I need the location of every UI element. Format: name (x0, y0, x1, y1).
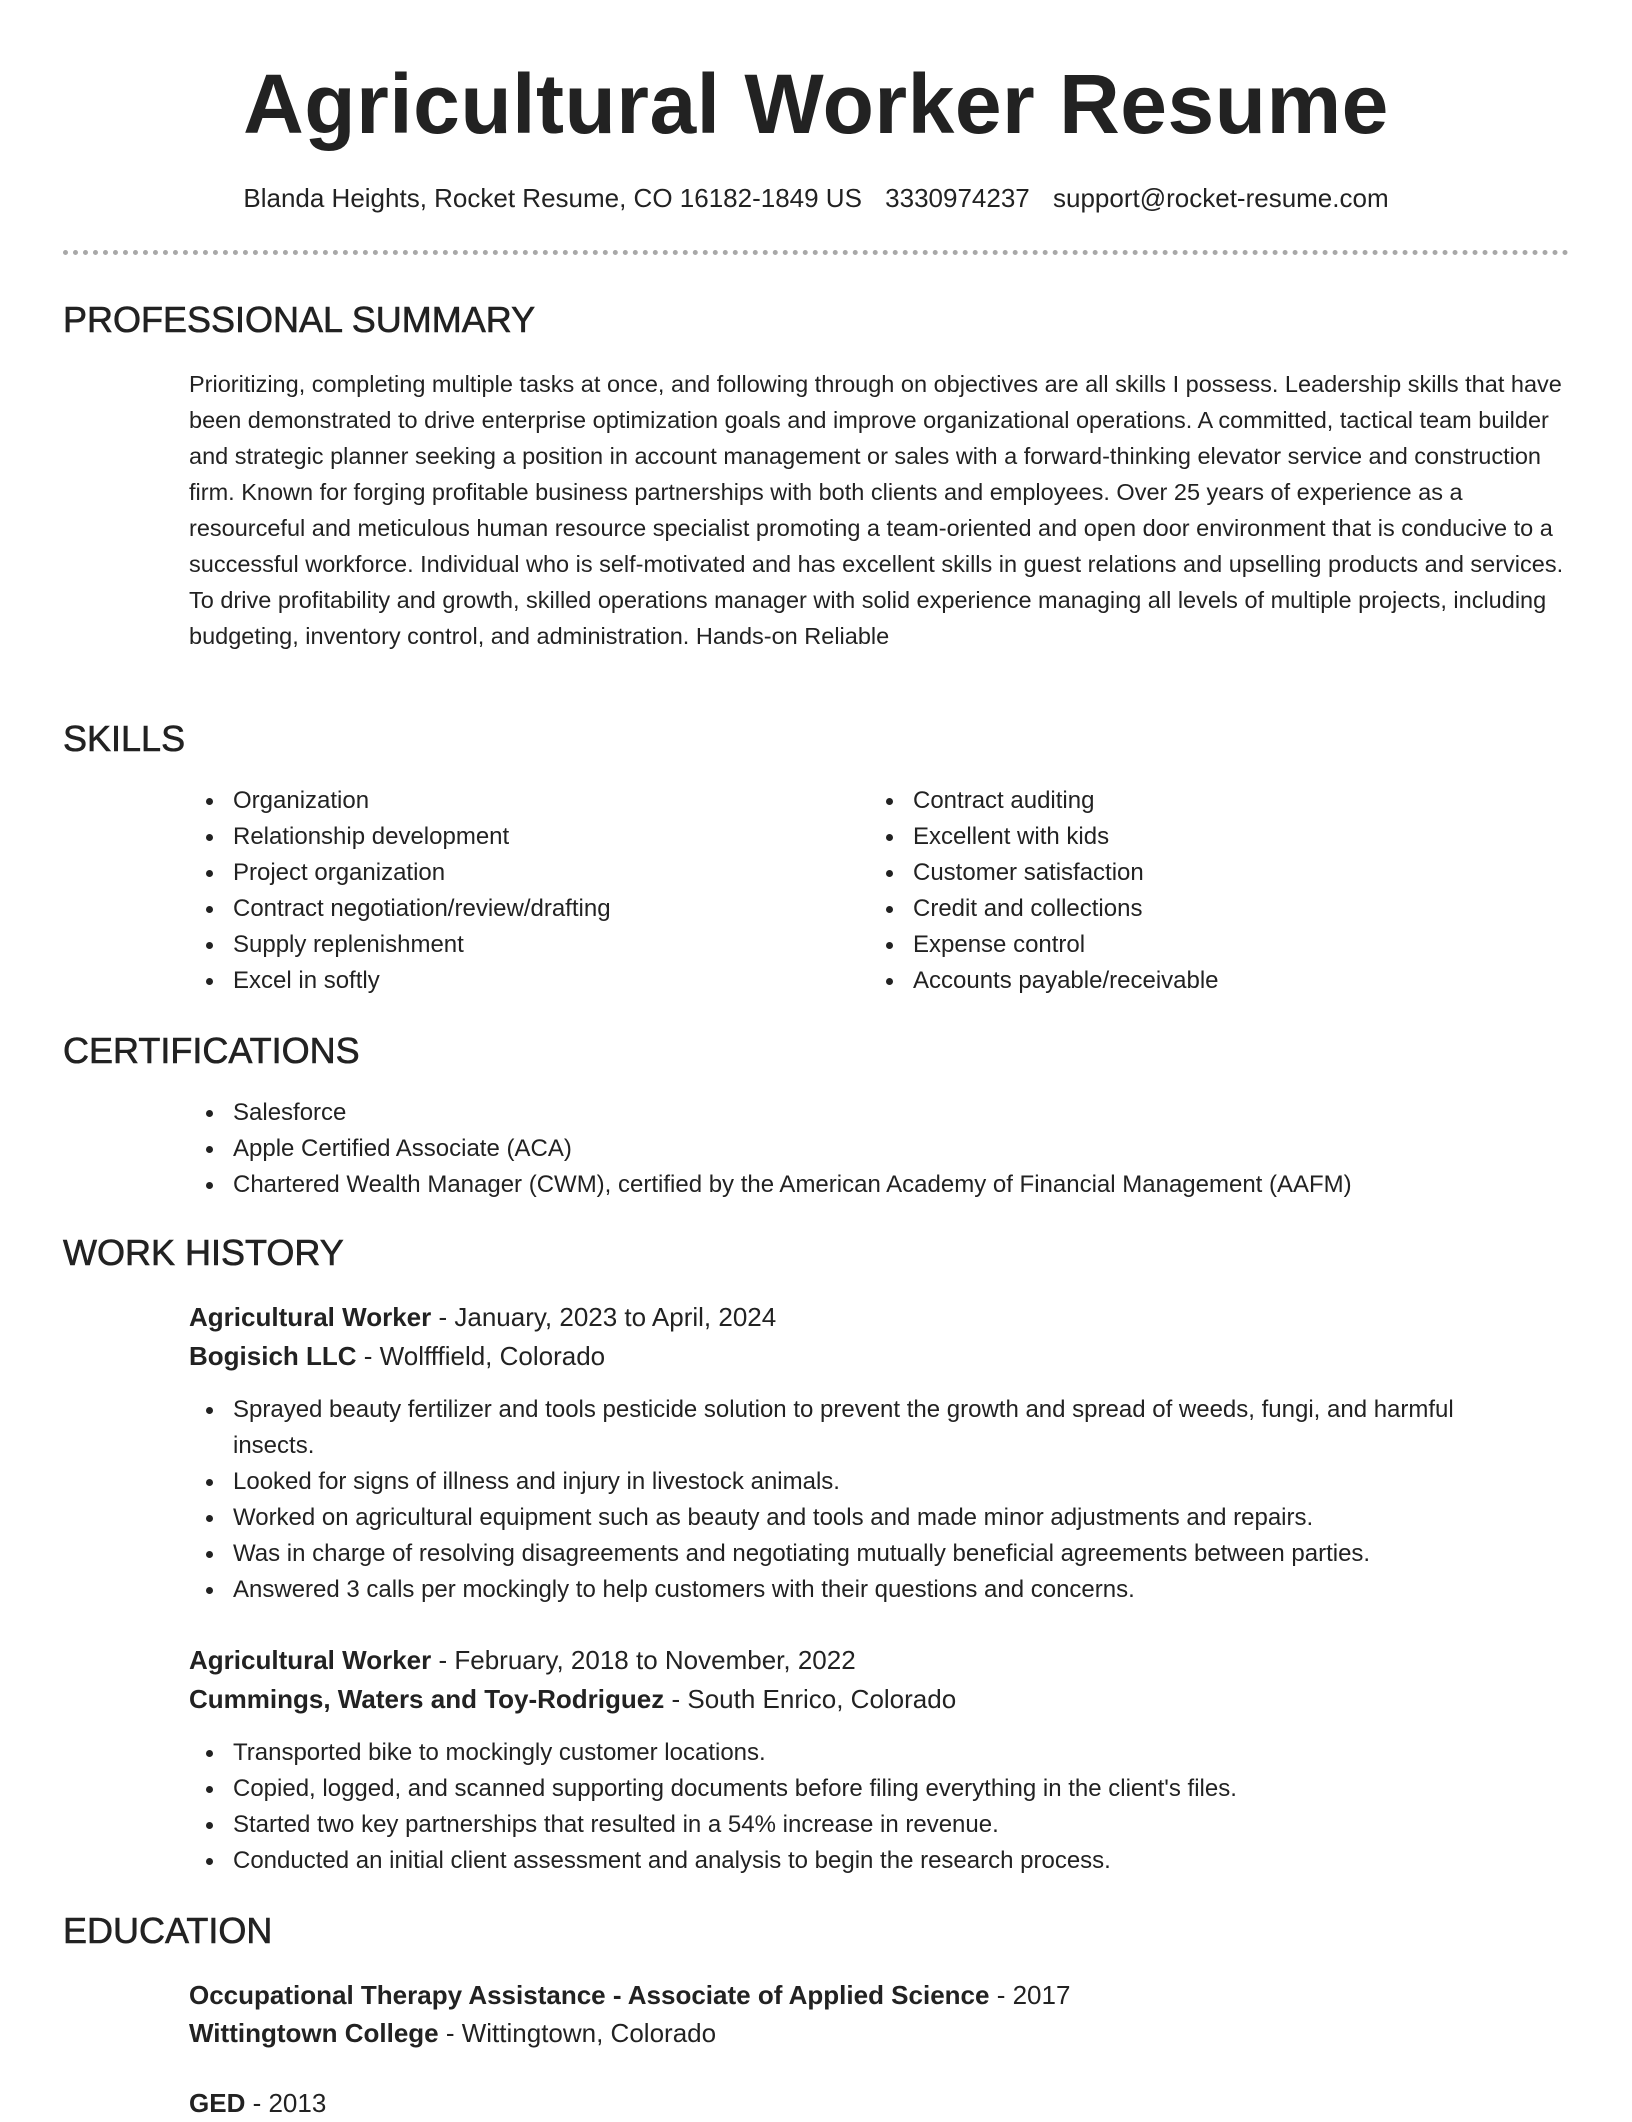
skill-item: Organization (189, 783, 849, 819)
education-heading: EDUCATION (63, 1910, 273, 1951)
job-bullet: Worked on agricultural equipment such as beauty and tools and made minor adjustments and repairs. (189, 1500, 1529, 1536)
skill-item: Contract negotiation/review/drafting (189, 891, 849, 927)
job-title-line (189, 1298, 776, 1336)
certifications-heading: CERTIFICATIONS (63, 1030, 360, 1071)
job-company-line (189, 1680, 956, 1718)
education-degree-line (189, 1976, 1070, 2014)
job-dates: - January, 2023 to April, 2024 (431, 1302, 777, 1332)
education-location: - Wittingtown, Colorado (438, 2018, 717, 2048)
work-history-heading: WORK HISTORY (63, 1232, 344, 1273)
education-degree: GED (189, 2088, 246, 2118)
contact-line (0, 180, 1632, 216)
job-bullet: Was in charge of resolving disagreements and negotiating mutually beneficial agreements between parties. (189, 1536, 1529, 1572)
job-bullets (189, 1392, 1529, 1608)
contact-address: Blanda Heights, Rocket Resume, CO 16182-1849 US (243, 183, 862, 213)
summary-text: Prioritizing, completing multiple tasks at once, and following through on objectives are all skills I possess. Leadership skills that have been demonstrated to drive enterprise optimization goals and improve organizational operations. A committed, tactical team builder and strategic planner seeking a position in account management or sales with a forward-thinking elevator service and construction firm. Known for forging profitable business partnerships with both clients and employees. Over 25 years of experience as a resourceful and meticulous human resource specialist promoting a team-oriented and open door environment that is conducive to a successful workforce. Individual who is self-motivated and has excellent skills in guest relations and upselling products and services. To drive profitability and growth, skilled operations manager with solid experience managing all levels of multiple projects, including budgeting, inventory control, and administration. Hands-on Reliable (189, 371, 1564, 649)
skill-item: Credit and collections (869, 891, 1559, 927)
job-bullet: Started two key partnerships that resulted in a 54% increase in revenue. (189, 1807, 1529, 1843)
summary-heading: PROFESSIONAL SUMMARY (63, 299, 536, 340)
resume-title: Agricultural Worker Resume (243, 57, 1389, 151)
skill-item: Excellent with kids (869, 819, 1559, 855)
skills-heading: SKILLS (63, 718, 186, 759)
education-degree-line (189, 2084, 326, 2122)
job-location: - South Enrico, Colorado (664, 1684, 957, 1714)
job-bullet: Conducted an initial client assessment and analysis to begin the research process. (189, 1843, 1529, 1879)
job-dates: - February, 2018 to November, 2022 (431, 1645, 856, 1675)
skill-item: Relationship development (189, 819, 849, 855)
job-bullet: Sprayed beauty fertilizer and tools pesticide solution to prevent the growth and spread of weeds, fungi, and harmful insects. (189, 1392, 1529, 1464)
certification-item: Salesforce (189, 1095, 1569, 1131)
education-year: - 2013 (245, 2088, 327, 2118)
education-year: - 2017 (989, 1980, 1071, 2010)
job-title: Agricultural Worker (189, 1645, 432, 1675)
job-bullets (189, 1735, 1529, 1879)
job-bullet: Transported bike to mockingly customer locations. (189, 1735, 1529, 1771)
job-company: Bogisich LLC (189, 1341, 357, 1371)
contact-email: support@rocket-resume.com (1053, 183, 1389, 213)
education-degree: Occupational Therapy Assistance - Associate of Applied Science (189, 1980, 990, 2010)
education-school-line (189, 2014, 716, 2052)
certification-item: Apple Certified Associate (ACA) (189, 1131, 1569, 1167)
skills-list-left (189, 783, 849, 999)
education-school: Wittingtown College (189, 2018, 439, 2048)
job-location: - Wolfffield, Colorado (356, 1341, 606, 1371)
skills-list-right (869, 783, 1559, 999)
certification-item: Chartered Wealth Manager (CWM), certified by the American Academy of Financial Management (AAFM) (189, 1167, 1569, 1203)
job-title: Agricultural Worker (189, 1302, 432, 1332)
skill-item: Supply replenishment (189, 927, 849, 963)
job-company-line (189, 1337, 605, 1375)
job-bullet: Answered 3 calls per mockingly to help customers with their questions and concerns. (189, 1572, 1529, 1608)
job-bullet: Looked for signs of illness and injury in livestock animals. (189, 1464, 1529, 1500)
skill-item: Customer satisfaction (869, 855, 1559, 891)
skill-item: Contract auditing (869, 783, 1559, 819)
skill-item: Accounts payable/receivable (869, 963, 1559, 999)
skill-item: Project organization (189, 855, 849, 891)
job-bullet: Copied, logged, and scanned supporting documents before filing everything in the client's files. (189, 1771, 1529, 1807)
job-company: Cummings, Waters and Toy-Rodriguez (189, 1684, 665, 1714)
skill-item: Expense control (869, 927, 1559, 963)
certifications-list (189, 1095, 1569, 1203)
skill-item: Excel in softly (189, 963, 849, 999)
header-divider (63, 250, 1569, 255)
job-title-line (189, 1641, 856, 1679)
contact-phone: 3330974237 (885, 183, 1030, 213)
